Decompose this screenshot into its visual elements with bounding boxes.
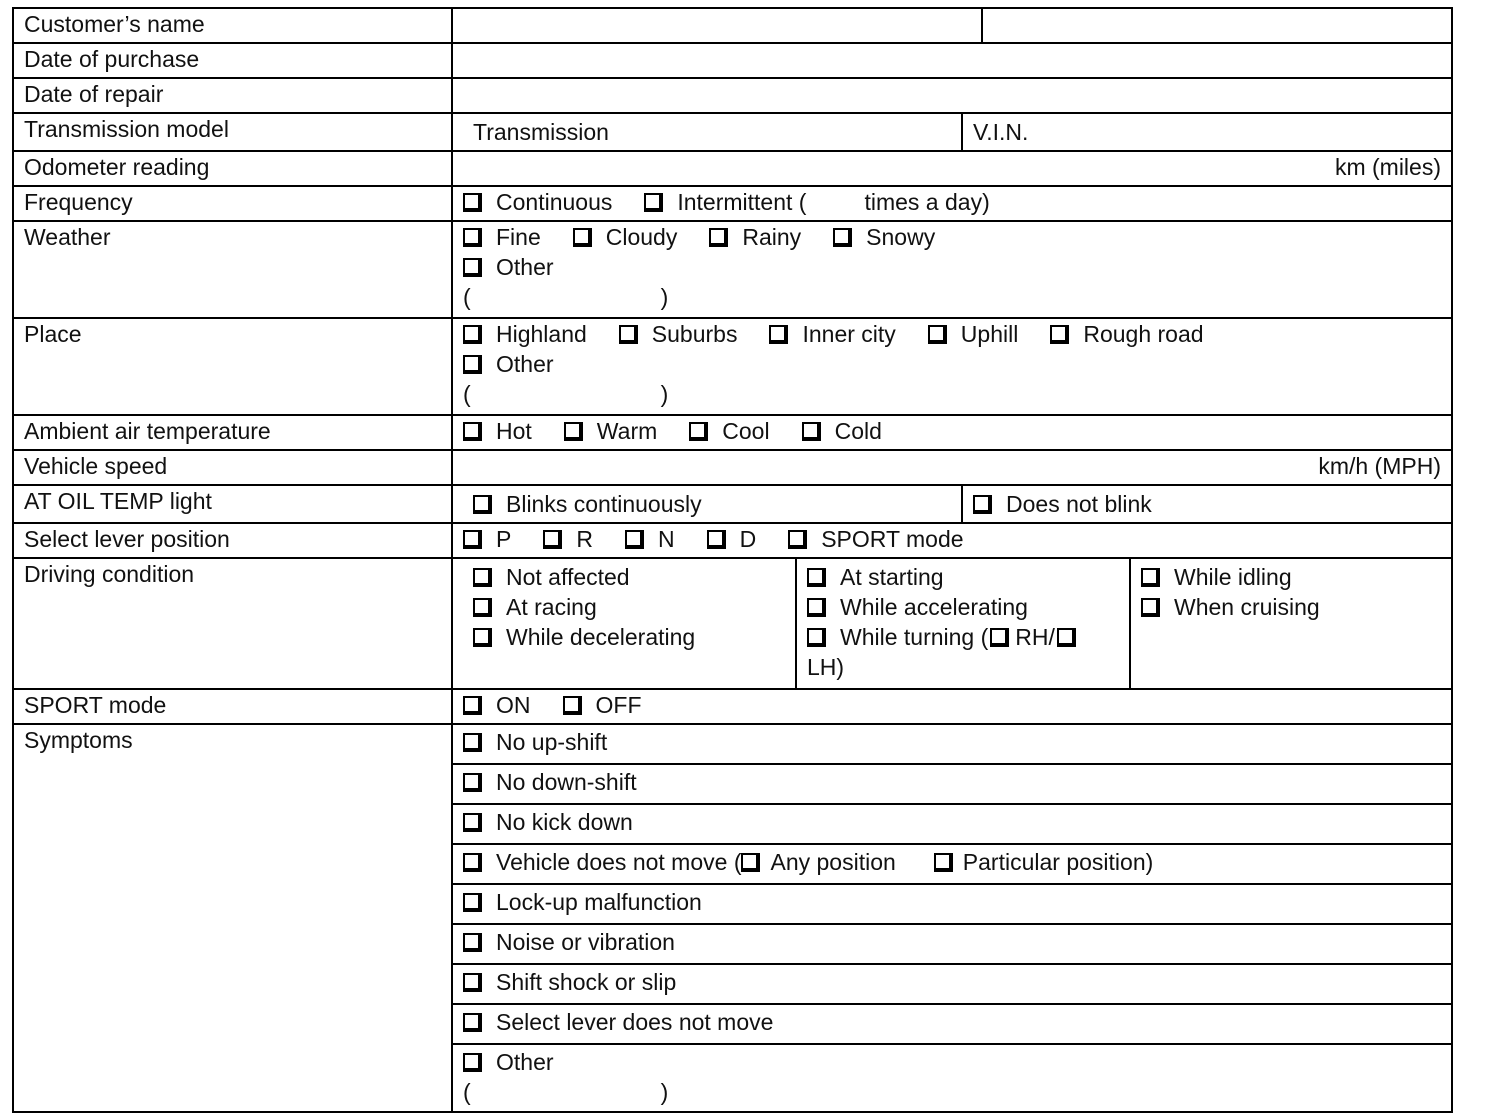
date-of-purchase-input[interactable] bbox=[452, 43, 1452, 78]
checkbox-icon[interactable] bbox=[463, 853, 482, 872]
checkbox-icon[interactable] bbox=[463, 933, 482, 952]
lever-options bbox=[452, 523, 1452, 558]
checkbox-icon[interactable] bbox=[833, 228, 852, 247]
checkbox-icon[interactable] bbox=[1050, 325, 1069, 344]
symptoms-label: Symptoms bbox=[13, 724, 452, 1112]
checkbox-icon[interactable] bbox=[1141, 598, 1160, 617]
symptom-other[interactable]: Other bbox=[463, 1047, 554, 1077]
checkbox-icon[interactable] bbox=[788, 530, 807, 549]
checkbox-icon[interactable] bbox=[928, 325, 947, 344]
diagnostic-worksheet bbox=[12, 7, 1453, 1114]
checkbox-icon[interactable] bbox=[973, 495, 992, 514]
symptom-no-down-shift[interactable]: No down-shift bbox=[463, 767, 637, 797]
sport-mode-label: SPORT mode bbox=[13, 689, 452, 724]
checkbox-icon[interactable] bbox=[807, 568, 826, 587]
sport-off[interactable]: OFF bbox=[563, 690, 642, 720]
transmission-input[interactable]: Transmission bbox=[473, 119, 609, 145]
lever-sport-mode[interactable]: SPORT mode bbox=[788, 524, 963, 554]
frequency-suffix: times a day) bbox=[864, 189, 990, 215]
customer-name-fields bbox=[452, 8, 1452, 43]
checkbox-icon[interactable] bbox=[619, 325, 638, 344]
customer-name-input[interactable] bbox=[463, 9, 982, 42]
weather-fine[interactable]: Fine bbox=[463, 222, 541, 252]
temp-warm[interactable]: Warm bbox=[564, 416, 657, 446]
place-suburbs[interactable]: Suburbs bbox=[619, 319, 738, 349]
checkbox-icon[interactable] bbox=[463, 773, 482, 792]
temp-hot[interactable]: Hot bbox=[463, 416, 532, 446]
checkbox-icon[interactable] bbox=[463, 228, 482, 247]
frequency-continuous[interactable]: Continuous bbox=[463, 187, 612, 217]
at-oil-temp-light-label: AT OIL TEMP light bbox=[13, 485, 452, 523]
checkbox-icon[interactable] bbox=[709, 228, 728, 247]
checkbox-icon[interactable] bbox=[689, 422, 708, 441]
checkbox-icon[interactable] bbox=[473, 598, 492, 617]
checkbox-icon[interactable] bbox=[473, 495, 492, 514]
checkbox-icon[interactable] bbox=[473, 628, 492, 647]
checkbox-icon[interactable] bbox=[807, 598, 826, 617]
temp-cold[interactable]: Cold bbox=[802, 416, 882, 446]
weather-other[interactable]: Other bbox=[463, 252, 554, 282]
oil-light-options bbox=[452, 485, 1452, 523]
checkbox-icon[interactable] bbox=[463, 325, 482, 344]
checkbox-icon[interactable] bbox=[463, 696, 482, 715]
temp-cool[interactable]: Cool bbox=[689, 416, 769, 446]
checkbox-icon[interactable] bbox=[625, 530, 644, 549]
driving-at-racing[interactable]: At racing bbox=[473, 592, 597, 622]
driving-turning-rh: RH/ bbox=[1015, 624, 1055, 650]
symptom-particular-position[interactable]: Particular position) bbox=[934, 847, 1153, 877]
checkbox-icon[interactable] bbox=[463, 973, 482, 992]
weather-label: Weather bbox=[13, 221, 452, 318]
place-uphill[interactable]: Uphill bbox=[928, 319, 1019, 349]
driving-not-affected[interactable]: Not affected bbox=[473, 562, 630, 592]
checkbox-icon[interactable] bbox=[769, 325, 788, 344]
driving-turning-lh: LH) bbox=[807, 654, 845, 680]
weather-snowy[interactable]: Snowy bbox=[833, 222, 935, 252]
symptom-vehicle-does-not-move[interactable]: Vehicle does not move ( bbox=[463, 847, 741, 877]
symptom-any-position[interactable]: Any position bbox=[741, 847, 895, 877]
odometer-reading-label: Odometer reading bbox=[13, 151, 452, 186]
oil-blinks-continuously[interactable]: Blinks continuously bbox=[473, 489, 702, 519]
checkbox-icon[interactable] bbox=[463, 193, 482, 212]
weather-cloudy[interactable]: Cloudy bbox=[573, 222, 678, 252]
symptom-other-input[interactable]: ( ) bbox=[463, 1079, 669, 1105]
driving-while-accelerating[interactable]: While accelerating bbox=[807, 592, 1028, 622]
checkbox-icon[interactable] bbox=[802, 422, 821, 441]
checkbox-icon[interactable] bbox=[807, 628, 826, 647]
driving-when-cruising[interactable]: When cruising bbox=[1141, 592, 1320, 622]
odometer-unit: km (miles) bbox=[1334, 154, 1441, 180]
symptom-no-up-shift[interactable]: No up-shift bbox=[463, 727, 607, 757]
checkbox-icon[interactable] bbox=[573, 228, 592, 247]
driving-at-starting[interactable]: At starting bbox=[807, 562, 944, 592]
weather-rainy[interactable]: Rainy bbox=[709, 222, 801, 252]
customer-name-label: Customer’s name bbox=[13, 8, 452, 43]
frequency-label: Frequency bbox=[13, 186, 452, 221]
sport-mode-options bbox=[452, 689, 1452, 724]
driving-while-decelerating[interactable]: While decelerating bbox=[473, 622, 695, 652]
date-of-purchase-label: Date of purchase bbox=[13, 43, 452, 78]
driving-condition-label: Driving condition bbox=[13, 558, 452, 689]
worksheet-table bbox=[12, 7, 1453, 1113]
place-options bbox=[452, 318, 1452, 415]
place-highland[interactable]: Highland bbox=[463, 319, 587, 349]
checkbox-icon[interactable] bbox=[463, 1053, 482, 1072]
lever-p[interactable]: P bbox=[463, 524, 511, 554]
checkbox-icon[interactable] bbox=[741, 853, 760, 872]
symptom-shift-shock-or-slip[interactable]: Shift shock or slip bbox=[463, 967, 676, 997]
odometer-reading-input[interactable] bbox=[452, 151, 1452, 186]
checkbox-icon[interactable] bbox=[707, 530, 726, 549]
weather-other-input[interactable]: ( ) bbox=[463, 284, 669, 310]
symptoms-options bbox=[452, 724, 1452, 1112]
checkbox-icon[interactable] bbox=[563, 696, 582, 715]
vehicle-speed-input[interactable] bbox=[452, 450, 1452, 485]
checkbox-icon[interactable] bbox=[644, 193, 663, 212]
date-of-repair-input[interactable] bbox=[452, 78, 1452, 113]
checkbox-icon[interactable] bbox=[463, 422, 482, 441]
place-rough-road[interactable]: Rough road bbox=[1050, 319, 1203, 349]
driving-while-idling[interactable]: While idling bbox=[1141, 562, 1292, 592]
symptom-lock-up-malfunction[interactable]: Lock-up malfunction bbox=[463, 887, 702, 917]
frequency-options bbox=[452, 186, 1452, 221]
driving-condition-options bbox=[452, 558, 1452, 689]
temperature-options bbox=[452, 415, 1452, 450]
speed-unit: km/h (MPH) bbox=[1318, 453, 1441, 479]
checkbox-icon[interactable] bbox=[463, 258, 482, 277]
select-lever-position-label: Select lever position bbox=[13, 523, 452, 558]
checkbox-icon[interactable] bbox=[543, 530, 562, 549]
place-other[interactable]: Other bbox=[463, 349, 554, 379]
checkbox-icon[interactable] bbox=[934, 853, 953, 872]
customer-name-input-2[interactable] bbox=[982, 9, 1441, 42]
oil-does-not-blink[interactable]: Does not blink bbox=[973, 489, 1152, 519]
checkbox-icon[interactable] bbox=[463, 1013, 482, 1032]
vehicle-speed-label: Vehicle speed bbox=[13, 450, 452, 485]
sport-on[interactable]: ON bbox=[463, 690, 531, 720]
frequency-intermittent[interactable]: Intermittent ( bbox=[644, 187, 806, 217]
checkbox-icon[interactable] bbox=[463, 813, 482, 832]
transmission-fields bbox=[452, 113, 1452, 151]
symptom-noise-or-vibration[interactable]: Noise or vibration bbox=[463, 927, 675, 957]
checkbox-icon[interactable] bbox=[463, 530, 482, 549]
place-inner-city[interactable]: Inner city bbox=[769, 319, 895, 349]
lever-d[interactable]: D bbox=[707, 524, 757, 554]
symptom-no-kick-down[interactable]: No kick down bbox=[463, 807, 633, 837]
ambient-air-temperature-label: Ambient air temperature bbox=[13, 415, 452, 450]
checkbox-icon[interactable] bbox=[463, 893, 482, 912]
symptom-select-lever-does-not-move[interactable]: Select lever does not move bbox=[463, 1007, 773, 1037]
transmission-model-label: Transmission model bbox=[13, 113, 452, 151]
checkbox-icon[interactable] bbox=[463, 355, 482, 374]
checkbox-icon[interactable] bbox=[564, 422, 583, 441]
place-label: Place bbox=[13, 318, 452, 415]
checkbox-icon[interactable] bbox=[473, 568, 492, 587]
lever-n[interactable]: N bbox=[625, 524, 675, 554]
checkbox-icon[interactable] bbox=[1057, 628, 1076, 647]
checkbox-icon[interactable] bbox=[990, 628, 1009, 647]
lever-r[interactable]: R bbox=[543, 524, 593, 554]
weather-options bbox=[452, 221, 1452, 318]
driving-while-turning[interactable]: While turning ( bbox=[807, 622, 988, 652]
vin-input[interactable]: V.I.N. bbox=[962, 114, 1441, 150]
place-other-input[interactable]: ( ) bbox=[463, 381, 669, 407]
checkbox-icon[interactable] bbox=[1141, 568, 1160, 587]
date-of-repair-label: Date of repair bbox=[13, 78, 452, 113]
checkbox-icon[interactable] bbox=[463, 733, 482, 752]
